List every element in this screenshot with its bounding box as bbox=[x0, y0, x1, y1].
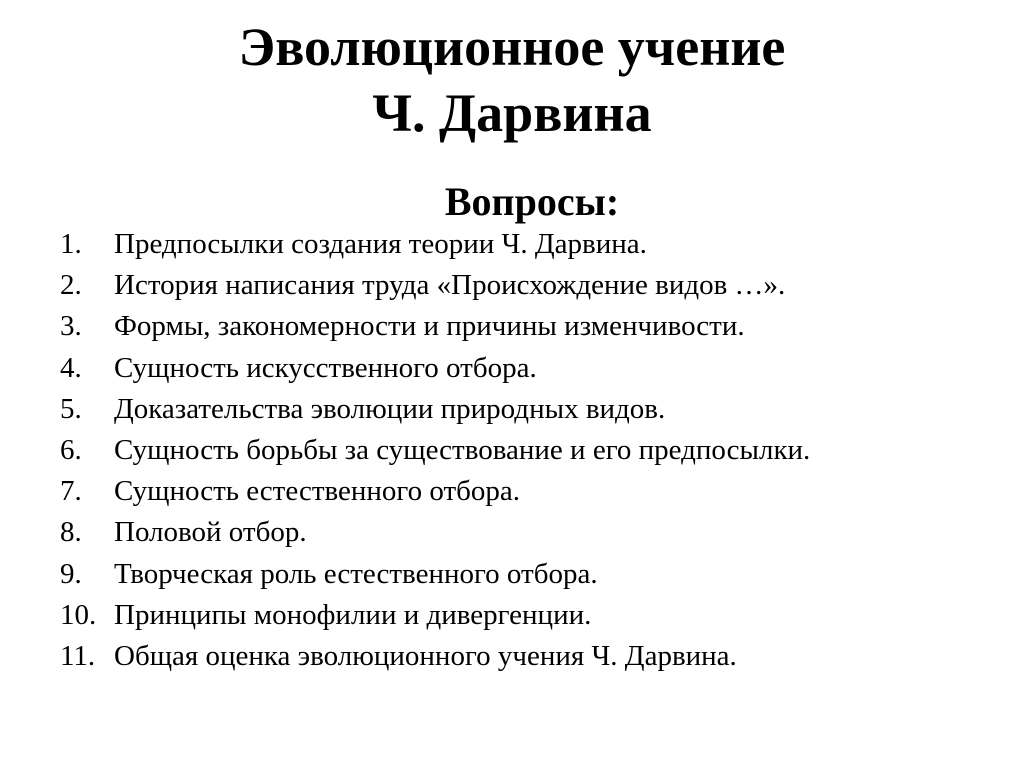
question-number: 4. bbox=[60, 351, 82, 384]
question-item bbox=[60, 265, 1000, 306]
question-item bbox=[60, 595, 1000, 636]
question-number: 6. bbox=[60, 433, 82, 466]
question-text: Половой отбор. bbox=[114, 516, 307, 549]
slide-title-line-2: Ч. Дарвина bbox=[372, 83, 652, 143]
question-item bbox=[60, 636, 1000, 677]
question-text: Общая оценка эволюционного учения Ч. Дарвина. bbox=[114, 639, 737, 672]
question-text: Сущность борьбы за существование и его предпосылки. bbox=[114, 433, 811, 466]
question-text: История написания труда «Происхождение видов …». bbox=[114, 269, 786, 302]
question-text: Принципы монофилии и дивергенции. bbox=[114, 598, 592, 631]
question-text: Сущность искусственного отбора. bbox=[114, 351, 537, 384]
question-number: 8. bbox=[60, 516, 82, 549]
questions-list bbox=[60, 224, 1000, 677]
question-number: 3. bbox=[60, 310, 82, 343]
question-item bbox=[60, 389, 1000, 430]
slide-title-line-1: Эволюционное учение bbox=[238, 17, 786, 77]
question-number: 9. bbox=[60, 557, 82, 590]
question-number: 2. bbox=[60, 269, 82, 302]
question-item bbox=[60, 512, 1000, 553]
question-item bbox=[60, 224, 1000, 265]
question-text: Предпосылки создания теории Ч. Дарвина. bbox=[114, 228, 647, 260]
question-number: 11. bbox=[60, 639, 96, 672]
question-item bbox=[60, 471, 1000, 512]
question-text: Творческая роль естественного отбора. bbox=[114, 557, 598, 590]
question-item bbox=[60, 430, 1000, 471]
question-item bbox=[60, 348, 1000, 389]
question-text: Формы, закономерности и причины изменчивости. bbox=[114, 310, 745, 343]
question-text: Сущность естественного отбора. bbox=[114, 475, 521, 508]
slide-title bbox=[0, 14, 1024, 146]
question-number: 10. bbox=[60, 598, 97, 631]
question-text: Доказательства эволюции природных видов. bbox=[114, 392, 666, 425]
questions-heading: Вопросы: bbox=[444, 179, 620, 224]
question-number: 7. bbox=[60, 475, 82, 508]
question-item bbox=[60, 554, 1000, 595]
question-number: 1. bbox=[60, 228, 82, 260]
question-number: 5. bbox=[60, 392, 82, 425]
question-item bbox=[60, 306, 1000, 347]
